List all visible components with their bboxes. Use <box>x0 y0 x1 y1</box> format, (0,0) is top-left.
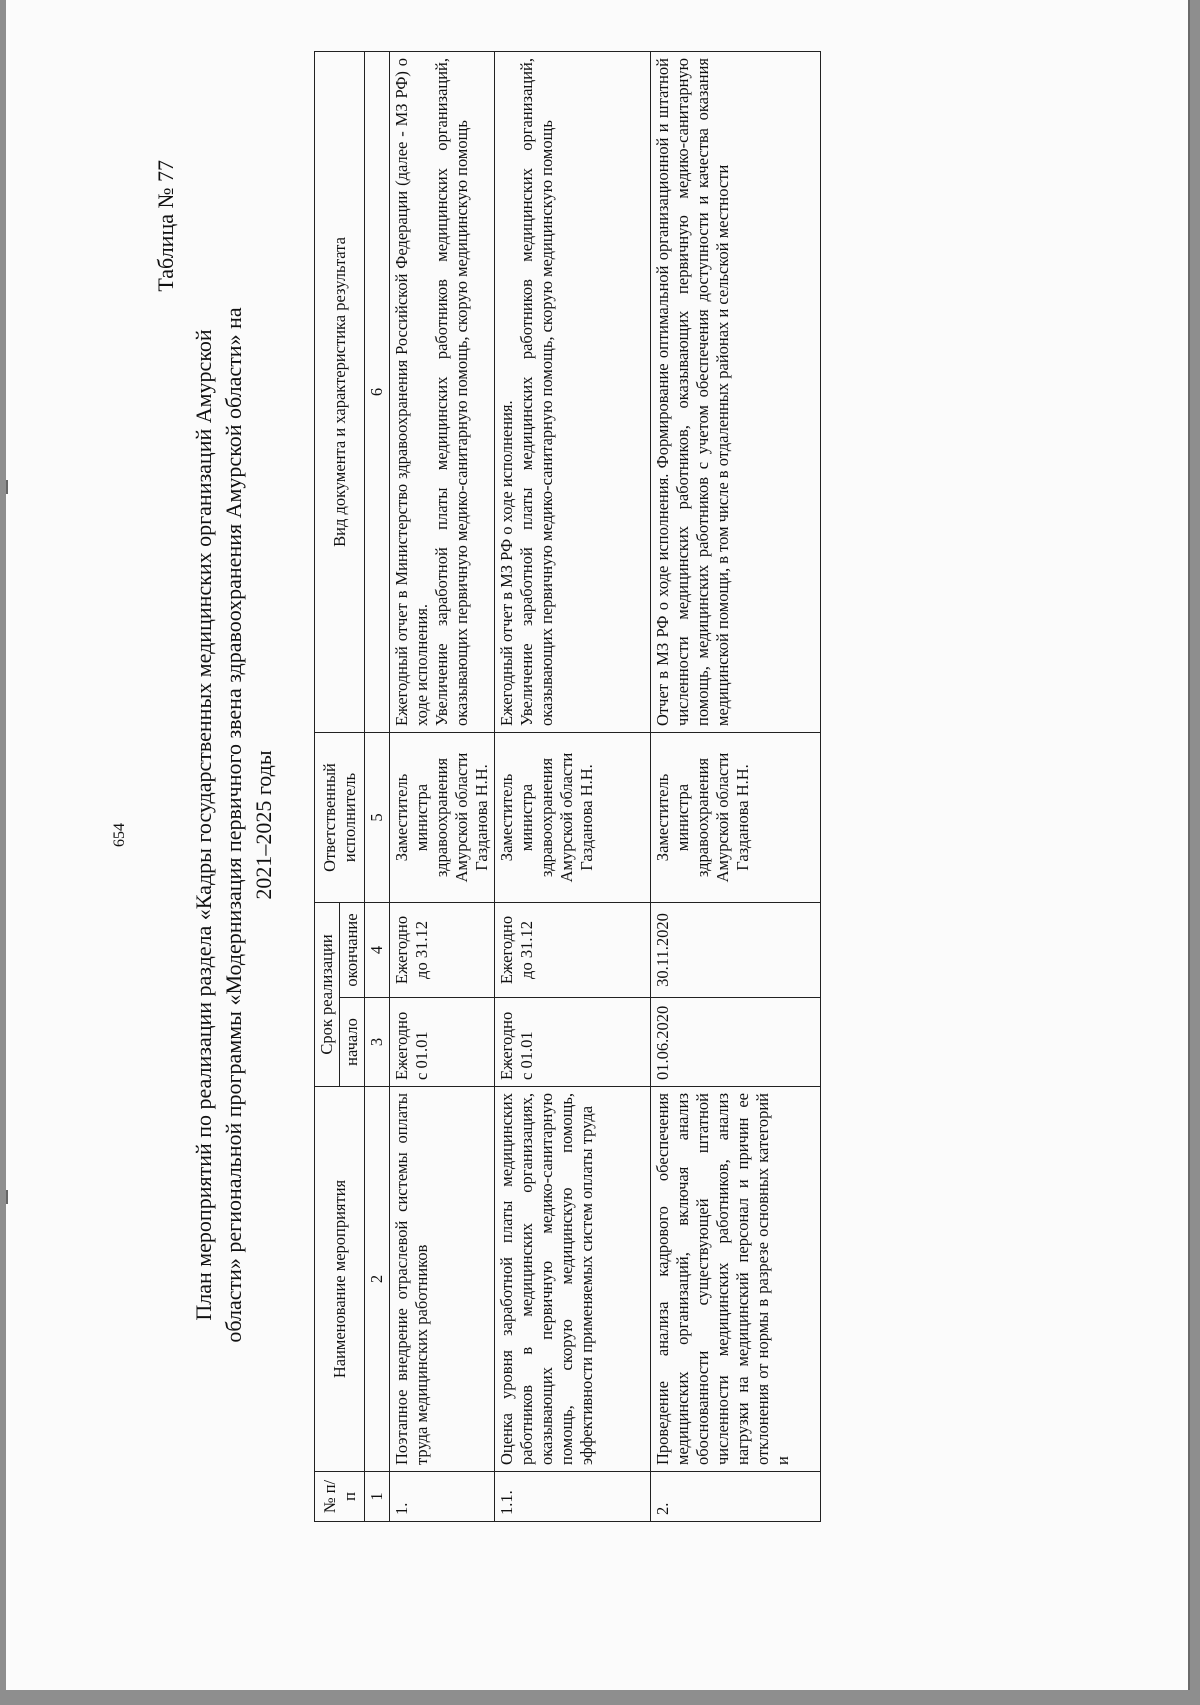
page-number: 654 <box>111 823 128 847</box>
activity-name: Оценка уровня заработной платы медицинских работников в медицинских организациях, оказывающих первичную медико-санитарную помощь, скорую медицинскую помощь, эффективности применяемых систем оплаты труда <box>495 1087 651 1472</box>
start-date: Ежегодно с 01.01 <box>495 998 651 1087</box>
title-line-2: области» региональной программы «Модернизация первичного звена здравоохранения Амурской области» на <box>221 307 246 1343</box>
table-row <box>495 51 651 1521</box>
table-label: Таблица № 77 <box>153 160 178 292</box>
activity-name: Поэтапное внедрение отраслевой системы оплаты труда медицинских работников <box>390 1087 495 1472</box>
document-result-line: Ежегодный отчет в Министерство здравоохранения Российской Федерации (далее - МЗ РФ) о ходе исполнения. <box>392 57 431 726</box>
responsible-person: Заместитель министра здравоохранения Амурской области Газданова Н.Н. <box>390 732 495 902</box>
column-number: 5 <box>365 732 390 902</box>
row-number: 1.1. <box>495 1472 651 1522</box>
column-number: 2 <box>365 1087 390 1472</box>
title-line-1: План мероприятий по реализации раздела «Кадры государственных медицинских организаций Амурской <box>191 329 216 1321</box>
start-date: Ежегодно с 01.01 <box>390 998 495 1087</box>
header-period: Срок реализации <box>315 902 340 1086</box>
row-number: 2. <box>651 1472 821 1522</box>
document-sheet <box>6 0 1190 1690</box>
responsible-person: Заместитель министра здравоохранения Амурской области Газданова Н.Н. <box>651 732 821 902</box>
scan-edge-mark <box>6 1190 8 1204</box>
document-result-line: Ежегодный отчет в МЗ РФ о ходе исполнения. <box>497 400 516 726</box>
document-result <box>651 51 821 732</box>
document-result-line: Увеличение заработной платы медицинских работников медицинских организаций, оказывающих первичную медико-санитарную помощь, скорую медицинскую помощь <box>517 57 556 726</box>
table-row <box>651 51 821 1521</box>
header-responsible: Ответственный исполнитель <box>315 732 365 902</box>
table-row <box>390 51 495 1521</box>
end-date: Ежегодно до 31.12 <box>495 902 651 997</box>
header-start: начало <box>340 998 365 1087</box>
start-date: 01.06.2020 <box>651 998 821 1087</box>
rotated-page-content <box>111 30 1071 1640</box>
responsible-person: Заместитель министра здравоохранения Амурской области Газданова Н.Н. <box>495 732 651 902</box>
row-number: 1. <box>390 1472 495 1522</box>
column-number: 1 <box>365 1472 390 1522</box>
scan-edge-mark <box>6 480 8 494</box>
document-result <box>495 51 651 732</box>
header-document: Вид документа и характеристика результата <box>315 51 365 732</box>
header-end: окончание <box>340 902 365 997</box>
column-number: 6 <box>365 51 390 732</box>
document-title <box>189 160 279 1490</box>
table-header-row <box>315 51 340 1521</box>
column-number-row <box>365 51 390 1521</box>
activity-name: Проведение анализа кадрового обеспечения медицинских организаций, включая анализ обоснованности существующей штатной численности медицинских работников, анализ нагрузки на медицинский персонал и причин ее отклонения от нормы в разрезе основных категорий и <box>651 1087 821 1472</box>
end-date: 30.11.2020 <box>651 902 821 997</box>
document-result-line: Увеличение заработной платы медицинских работников медицинских организаций, оказывающих первичную медико-санитарную помощь, скорую медицинскую помощь <box>432 57 471 726</box>
column-number: 4 <box>365 902 390 997</box>
end-date: Ежегодно до 31.12 <box>390 902 495 997</box>
document-result <box>390 51 495 732</box>
title-line-3: 2021–2025 годы <box>251 750 276 900</box>
document-result-line: Отчет в МЗ РФ о ходе исполнения. Формирование оптимальной организационной и штатной численности медицинских работников, оказывающих первичную медико-санитарную помощь, медицинских работников с учетом обеспечения доступности и качества оказания медицинской помощи, в том числе в отдаленных районах и сельской местности <box>653 57 732 726</box>
header-num: № п/п <box>315 1472 365 1522</box>
column-number: 3 <box>365 998 390 1087</box>
plan-table <box>314 51 821 1522</box>
header-name: Наименование мероприятия <box>315 1087 365 1472</box>
